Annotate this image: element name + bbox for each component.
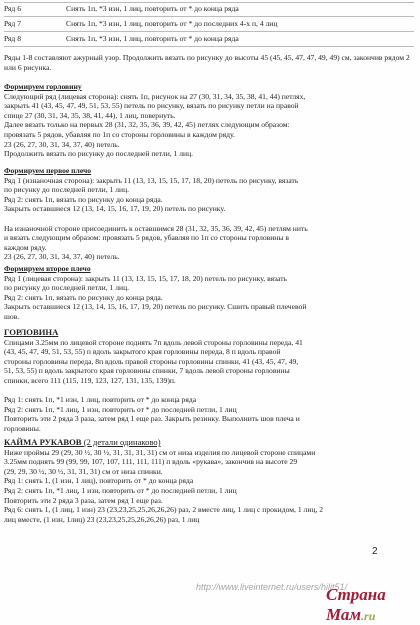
watermark-logo-suffix: .ru (361, 609, 376, 623)
section-heading: Формируем горловину (4, 82, 82, 91)
text-line: Повторить эти 2 ряда 3 раза, затем ряд 1 еще раз. Закрыть резинку. Выполнить шов плеча и (4, 414, 300, 424)
text-line: по рисунку до последней петли, 1 лиц. (4, 185, 130, 195)
text-line: Продолжить вязать по рисунку до последней петли, 1 лиц. (4, 149, 194, 159)
text-line (4, 214, 412, 224)
text-line: Ряд 1 (лицевая сторона): закрыть 11 (13, 13, 15, 15, 17, 18, 20) петель по рисунку, вязать (4, 273, 288, 283)
text-line: Ряд 2: снять 1п, *1 лиц, 1 изн, повторить от * до последней петли, 1 лиц (4, 404, 237, 414)
section-heading: ГОРЛОВИНА (4, 327, 59, 337)
row-instruction: Снять 1п, *3 изн, 1 лиц, повторить от * до конца ряда (66, 34, 239, 43)
text-line: спинки, всего 111 (115, 119, 123, 127, 131, 135, 139)п. (4, 375, 176, 385)
text-line: На изнаночной стороне присоединить к оставшимся 28 (31, 32, 35, 36, 39, 42, 45) петлям нить (4, 223, 308, 233)
text-line: 23 (26, 27, 30, 31, 34, 37, 40) петель. (4, 139, 120, 149)
text-line: провязать 5 рядов, убавляя по 1п со стороны горловины в каждом ряду. (4, 129, 235, 139)
table-divider (4, 46, 414, 47)
text-line: горловины. (4, 423, 41, 433)
text-line: Следующий ряд (лицевая сторона): снять 1п, рисунок на 27 (30, 31, 34, 35, 38, 41, 44) петлях, (4, 91, 306, 101)
section-neckband (4, 328, 412, 434)
text-line: по рисунку до последней петли, 1 лиц. (4, 283, 130, 293)
row-number: Ряд 7 (4, 19, 21, 28)
text-line: (43, 45, 47, 49, 51, 53, 55) п вдоль закрытого края горловины переда, 8 п вдоль правой (4, 347, 281, 357)
text-line: Закрыть оставшиеся 12 (13, 14, 15, 16, 17, 19, 20) петель по рисунку. (4, 204, 226, 214)
text-line: Ряд 1: снять 1, (1 изн, 1 лиц), повторить от * до конца ряда (4, 476, 194, 486)
text-line: и вязать следующим образом: провязать 5 рядов, убавляя по 1п со стороны горловины в (4, 233, 289, 243)
section-heading (4, 438, 412, 448)
text-line: стороны горловины переда, 8п вдоль правой стороны горловины спинки, 41 (43, 45, 47, 49, (4, 356, 299, 366)
text-line: Ниже проймы 29 (29, 30 ½, 30 ½, 31, 31, 31, 31) см от низа изделия по лицевой стороне спицами (4, 447, 316, 457)
row-number: Ряд 6 (4, 4, 21, 13)
intro-text: Ряды 1-8 составляют ажурный узор. Продолжить вязать по рисунку до высоты 45 (45, 45, 47, 47, 49, 49) см, закончив рядом 2 или 6 рисунка. (4, 53, 410, 72)
text-line: 3.25мм поднять 99 (99, 99, 107, 107, 111, 111, 111) п вдоль «рукава», закончив на высоте 29 (4, 457, 298, 467)
text-line (4, 386, 412, 396)
text-line: спице 27 (30, 31, 34, 35, 38, 41, 44), 1 лиц, повернуть. (4, 110, 176, 120)
text-line: каждом ряду. (4, 242, 47, 252)
text-line: Далее вязать только на первых 28 (31, 32, 35, 36, 39, 42, 45) петлях следующим образом: (4, 120, 290, 130)
intro-paragraph (4, 53, 412, 72)
text-line: Ряд 2: снять 1п, вязать по рисунку до конца ряда. (4, 194, 163, 204)
text-line: 51, 53, 55) п вдоль закрытого края горловины спинки, 7 вдоль левой стороны горловины (4, 366, 290, 376)
heading-note: (2 детали одинаково) (83, 437, 161, 447)
text-line: Ряд 2: снять 1п, *1 лиц, 1 изн, повторить от * до последней петли, 1 лиц (4, 485, 237, 495)
text-line: закрыть 41 (43, 45, 47, 49, 51, 53, 55) петель по рисунку, вязать по рисунку петли на правой (4, 101, 299, 111)
row-instruction: Снять 1п, *3 изн, 1 лиц, повторить от * до конца ряда (66, 4, 239, 13)
text-line: Ряд 1: снять 1п, *1 изн, 1 лиц, повторить от * до конца ряда (4, 395, 197, 405)
section-heading: Формируем первое плечо (4, 166, 92, 175)
text-line: Ряд 6: снять 1, (1 лиц, 1 изн) 23 (23,23,25,25,26,26,26) раз, 2 вместе лиц, 1 лиц с прокидом, 1 лиц, 2 (4, 505, 324, 515)
text-line: 23 (26, 27, 30, 31, 34, 37, 40) петель. (4, 252, 120, 262)
text-line: Ряд 2: снять 1п, вязать по рисунку до конца ряда. (4, 292, 163, 302)
page-number: 2 (372, 546, 378, 557)
text-line: Закрыть оставшиеся 12 (13, 14, 15, 16, 17, 19, 20) петель по рисунку. Сшить правый плечевой (4, 302, 307, 312)
heading-text: КАЙМА РУКАВОВ (4, 437, 82, 447)
table-divider (4, 31, 414, 32)
section-neck (4, 82, 412, 159)
watermark-logo-text: Страна Мам (326, 585, 386, 624)
row-number: Ряд 8 (4, 34, 21, 43)
text-line: шов. (4, 311, 20, 321)
table-divider (4, 16, 414, 17)
text-line: Спицами 3.25мм по лицевой стороне поднять 7п вдоль левой стороны горловины переда, 41 (4, 337, 303, 347)
section-sleeve-bands (4, 438, 412, 524)
text-line: лиц вместе, (1 изн, 1лиц) 23 (23,23,25,25,26,26,26) раз, 1 лиц (4, 514, 200, 524)
row-instruction: Снять 1п, *3 изн, 1 лиц, повторить от * до последних 4-х п, 4 лиц (66, 19, 278, 28)
watermark-url: http://www.liveinternet.ru/users/hilit51/ (196, 582, 348, 592)
text-line: (29, 29, 30 ½, 30 ½, 31, 31, 31) см от низа спинки. (4, 466, 163, 476)
section-shoulder-1 (4, 166, 412, 262)
section-heading: Формируем второе плечо (4, 264, 91, 273)
watermark-logo (326, 585, 420, 625)
text-line: Ряд 1 (изнаночная сторона): закрыть 11 (13, 13, 15, 15, 17, 18, 20) петель по рисунку, вязать (4, 175, 299, 185)
text-line: Повторить эти 2 ряда 3 раза, затем ряд 1 еще раз. (4, 495, 163, 505)
section-shoulder-2 (4, 264, 412, 322)
table-divider (4, 2, 414, 3)
